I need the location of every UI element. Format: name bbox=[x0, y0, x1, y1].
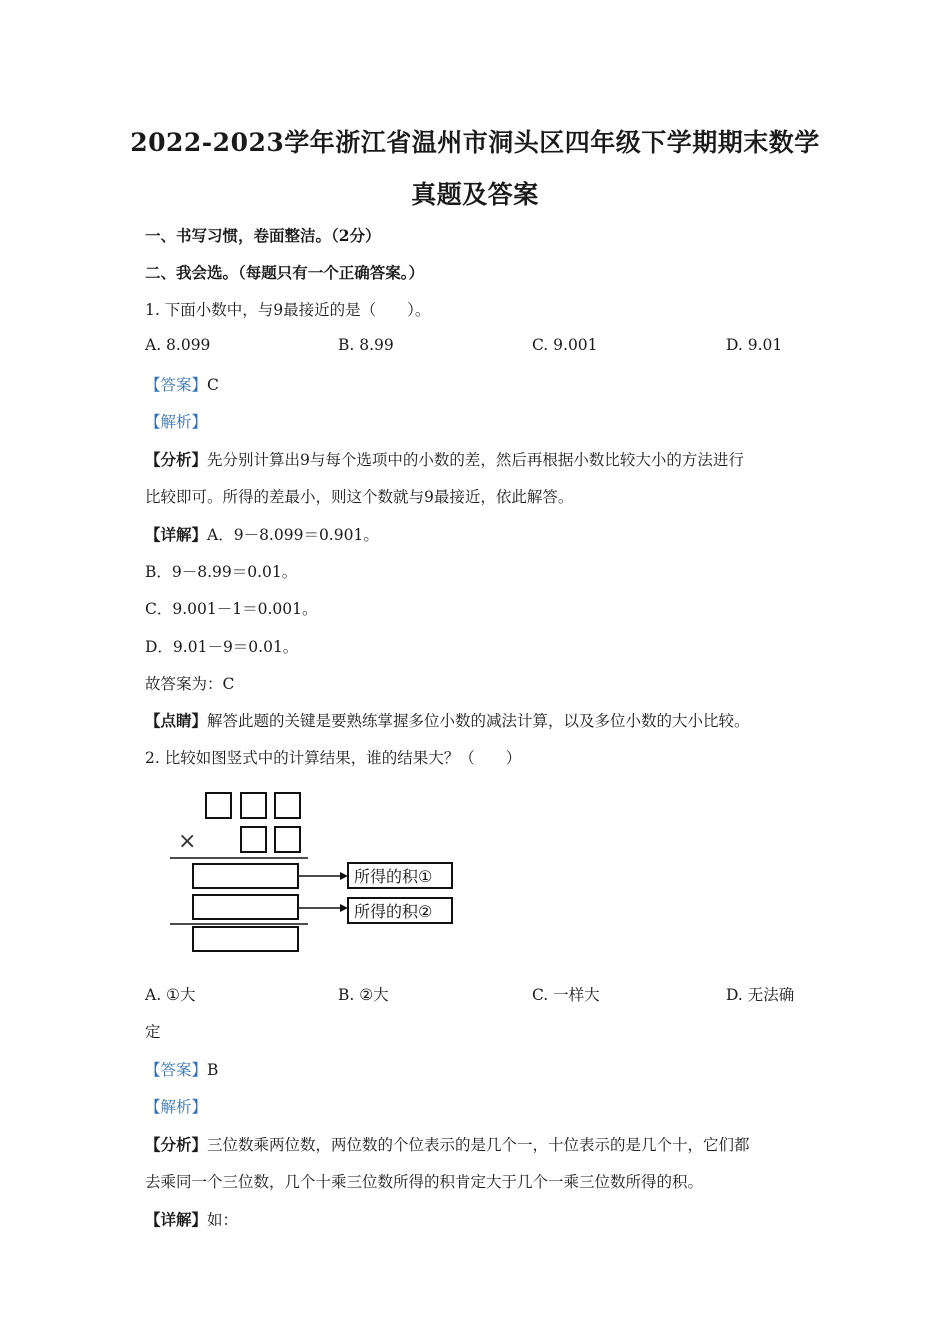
times-sign: × bbox=[178, 829, 197, 854]
q1-fenxi-cont: 比较即可。所得的差最小，则这个数就与9最接近，依此解答。 bbox=[145, 488, 574, 506]
fenxi-tag: 【分析】 bbox=[145, 450, 208, 469]
q2-option-a: A. ①大 bbox=[145, 986, 196, 1004]
q2-detail bbox=[145, 1208, 238, 1230]
partial-product-2-box bbox=[193, 895, 298, 919]
q2-stem: 2. 比较如图竖式中的计算结果，谁的结果大？（ ） bbox=[145, 749, 522, 767]
final-product-box bbox=[193, 927, 298, 951]
q1-option-c: C. 9.001 bbox=[532, 336, 598, 354]
dianjing-tag: 【点睛】 bbox=[145, 711, 208, 730]
q1-fenxi bbox=[145, 448, 744, 470]
fenxi-text: 三位数乘两位数，两位数的个位表示的是几个一，十位表示的是几个十，它们都 bbox=[207, 1136, 750, 1154]
q1-detail-d: D．9.01－9＝0.01。 bbox=[145, 638, 299, 656]
digit-box bbox=[206, 793, 231, 818]
q2-fenxi bbox=[145, 1133, 750, 1155]
q2-fenxi-cont: 去乘同一个三位数，几个十乘三位数所得的积肯定大于几个一乘三位数所得的积。 bbox=[145, 1173, 704, 1191]
q2-answer bbox=[145, 1058, 218, 1080]
q2-option-c: C. 一样大 bbox=[532, 986, 600, 1004]
arrow-head-2 bbox=[340, 904, 348, 912]
section-2-heading: 二、我会选。（每题只有一个正确答案。） bbox=[145, 263, 425, 282]
q1-option-a: A. 8.099 bbox=[145, 336, 211, 354]
detail-tag: 【详解】 bbox=[145, 1210, 208, 1229]
section-1-heading: 一、书写习惯，卷面整洁。（2分） bbox=[145, 226, 381, 245]
answer-value: C bbox=[207, 376, 219, 394]
q1-dianjing bbox=[145, 709, 750, 731]
q1-option-d: D. 9.01 bbox=[726, 336, 783, 354]
detail-tag: 【详解】 bbox=[145, 525, 208, 544]
digit-box bbox=[241, 793, 266, 818]
vertical-multiplication-diagram bbox=[160, 785, 470, 960]
product-label-2: 所得的积② bbox=[354, 902, 433, 921]
detail-a: A．9－8.099＝0.901。 bbox=[207, 526, 379, 544]
q1-option-b: B. 8.99 bbox=[338, 336, 394, 354]
answer-tag: 【答案】 bbox=[145, 1061, 208, 1079]
answer-value: B bbox=[207, 1061, 219, 1079]
q2-option-d: D. 无法确 bbox=[726, 986, 795, 1004]
doc-title-line1: 2022-2023学年浙江省温州市洞头区四年级下学期期末数学 bbox=[130, 128, 820, 157]
q1-analysis-tag: 【解析】 bbox=[145, 413, 208, 431]
digit-box bbox=[275, 827, 300, 852]
q1-detail-b: B．9－8.99＝0.01。 bbox=[145, 563, 298, 581]
answer-tag: 【答案】 bbox=[145, 376, 208, 394]
q1-detail bbox=[145, 523, 379, 545]
product-label-1: 所得的积① bbox=[354, 867, 433, 886]
fenxi-tag: 【分析】 bbox=[145, 1135, 208, 1154]
fenxi-text: 先分别计算出9与每个选项中的小数的差，然后再根据小数比较大小的方法进行 bbox=[207, 451, 744, 469]
q1-detail-c: C．9.001－1＝0.001。 bbox=[145, 600, 318, 618]
doc-title-line2: 真题及答案 bbox=[411, 180, 539, 209]
arrow-head-1 bbox=[340, 872, 348, 880]
q2-option-d-wrap: 定 bbox=[145, 1023, 161, 1041]
q1-stem: 1. 下面小数中，与9最接近的是（ ）。 bbox=[145, 301, 431, 319]
q2-option-b: B. ②大 bbox=[338, 986, 389, 1004]
digit-box bbox=[241, 827, 266, 852]
dianjing-text: 解答此题的关键是要熟练掌握多位小数的减法计算，以及多位小数的大小比较。 bbox=[207, 712, 750, 730]
q1-answer bbox=[145, 373, 219, 395]
q2-analysis-tag: 【解析】 bbox=[145, 1098, 208, 1116]
q1-conclusion: 故答案为：C bbox=[145, 675, 235, 693]
partial-product-1-box bbox=[193, 864, 298, 888]
detail-text: 如： bbox=[207, 1211, 239, 1229]
digit-box bbox=[275, 793, 300, 818]
